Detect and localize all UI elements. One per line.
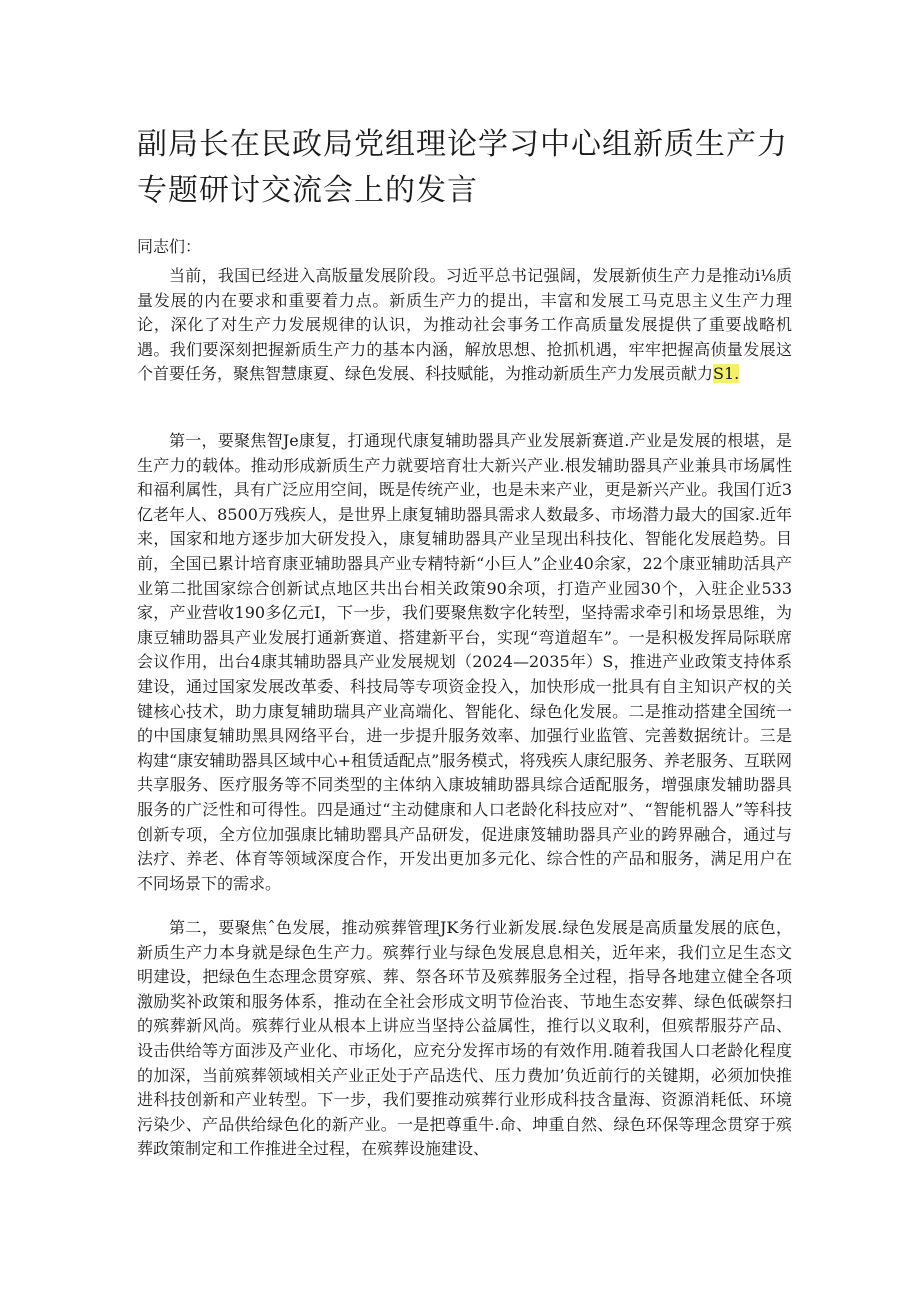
document-title: 副局长在民政局党组理论学习中心组新质生产力专题研讨交流会上的发言 [137, 127, 788, 208]
paragraph-intro [137, 264, 792, 387]
paragraph-first-point: 第一，要聚焦智Je康复，打通现代康复辅助器具产业发展新赛道.产业是发展的根堪，是生产力的载体。推动形成新质生产力就要培育壮大新兴产业.根发辅助器具产业兼具市场属性和福利属性，具有广泛应用空间，既是传统产业，也是未来产业，更是新兴产业。我国仃近3亿老年人、8500万残疾人，是世界上康复辅助器具需求人数最多、市场潜力最大的国家.近年来，国家和地方逐步加大研发投入，康复辅助器具产业呈现出科技化、智能化发展趋势。目前，全国已累计培育康亚辅助器具产业专精特新“小巨人”企业40余家，22个康亚辅助活具产业第二批国家综合创新试点地区共出台相关政策90余项，打造产业园30个，入驻企业533家，产业营收190多亿元I，下一步，我们要聚焦数字化转型，坚持需求牵引和场景思维，为康豆辅助器具产业发展打通新赛道、搭建新平台，实现“弯道超车”。一是积极发挥局际联席会议作用，出台4康其辅助器具产业发展规划（2024—2035年）S，推进产业政策支持体系建设，通过国家发展改革委、科技局等专项资金投入，加快形成一批具有自主知识产权的关键核心技术，助力康复辅助瑞具产业高端化、智能化、绿色化发展。二是推动搭建全国统一的中国康复辅助黑具网络平台，进一步提升服务效率、加强行业监管、完善数据统计。三是构建“康安辅助器具区域中心+租赁适配点”服务模式，将残疾人康纪服务、养老服务、互联网共享服务、医疗服务等不同类型的主体纳入康坡辅助器具综合适配服务，增强康发辅助器具服务的广泛性和可得性。四是通过“主动健康和人口老龄化科技应对”、“智能机器人”等科技创新专项，全方位加强康比辅助罂具产品研发，促进康笈辅助器具产业的跨界融合，通过与法疗、养老、体育等领域深度合作，开发出更加多元化、综合性的产品和服务，满足用户在不同场景下的需求。 [137, 431, 792, 893]
paragraph-second-point: 第二，要聚焦ˆ色发展，推动殡葬管理JK务行业新发展.绿色发展是高质量发展的底色，新质生产力本身就是绿色生产力。殡葬行业与绿色发展息息相关，近年来，我们立足生态文明建设，把绿色生态理念贯穿殡、葬、祭各环节及殡葬服务全过程，指导各地建立健全各项激励奖补政策和服务体系，推动在全社会形成文明节俭治丧、节地生态安葬、绿色低碳祭扫的殡葬新风尚。殡葬行业从根本上讲应当坚持公益属性，推行以义取利，但殡帮服芬产品、设击供给等方面涉及产业化、市场化，应充分发挥市场的有效作用.随着我国人口老龄化程度的加深，当前殡葬领域相关产业正处于产品迭代、压力费加’负近前行的关键期，必须加快推进科技创新和产业转型。下一步，我们要推动殡葬行业形成科技含量海、资源消耗低、环境污染少、产品供给绿色化的新产业。一是把尊重牛.命、坤重自然、绿色环保等理念贯穿于殡葬政策制定和工作推进全过程，在殡葬设施建设、 [137, 918, 792, 1159]
paragraph-text: 当前，我国已经进入高版量发展阶段。习近平总书记强阔，发展新侦生产力是推动i⅛质量发展的内在要求和重要着力点。新质生产力的提出，丰富和发展工马克思主义生产力理论，深化了对生产力发展规律的认识，为推动社会事务工作高质量发展提供了重要战略机遇。我们要深刻把握新质生产力的基本内涵，解放思想、抢抓机遇，牢牢把握高侦量发展这个首要任务，聚焦智慧康夏、绿色发展、科技赋能，为推动新质生产力发展贡献力 [137, 266, 792, 384]
salutation: 同志们： [137, 237, 202, 256]
highlighted-text: S1. [713, 364, 740, 384]
